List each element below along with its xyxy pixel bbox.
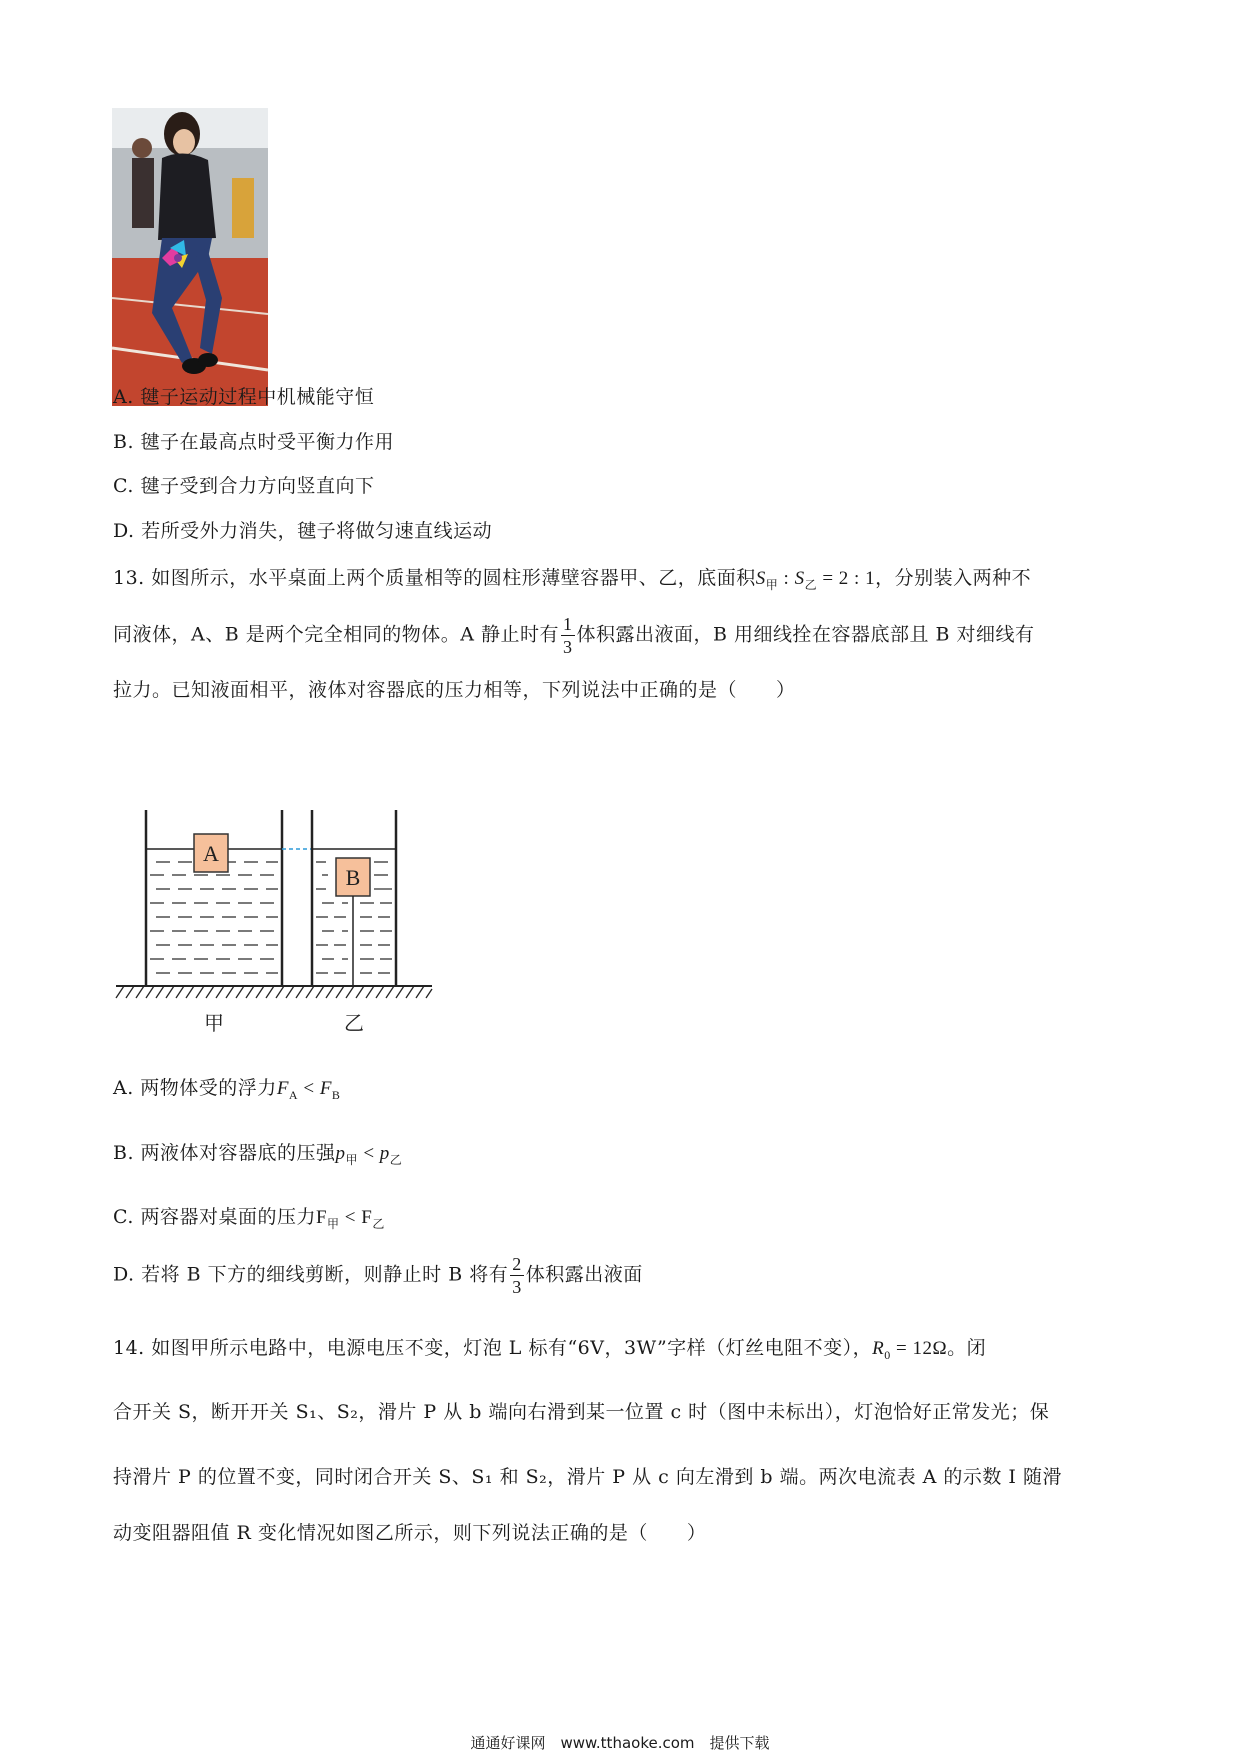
- caption-jia: 甲: [204, 1011, 224, 1035]
- q14-stem-line2: 合开关 S，断开开关 S₁、S₂，滑片 P 从 b 端向右滑到某一位置 c 时（图中未标出），灯泡恰好正常发光；保: [113, 1401, 1050, 1423]
- q13-option-b: B. 两液体对容器底的压强$p_甲 < p_乙$: [113, 1142, 403, 1167]
- q14-stem-line3: 持滑片 P 的位置不变，同时闭合开关 S、S₁ 和 S₂，滑片 P 从 c 向左滑到 b 端。两次电流表 A 的示数 I 随滑: [113, 1466, 1062, 1488]
- fraction-one-third: $\frac{1}{3}$: [563, 614, 573, 657]
- q12-option-d: D. 若所受外力消失，毽子将做匀速直线运动: [113, 520, 493, 542]
- q13-option-c: C. 两容器对桌面的压力$F_甲 < F_乙$: [113, 1206, 385, 1231]
- q13-option-a: A. 两物体受的浮力$F_A < F_B$: [113, 1077, 341, 1102]
- q12-option-b: B. 毽子在最高点时受平衡力作用: [113, 431, 395, 453]
- q13-container-diagram: [112, 800, 442, 1040]
- q13-stem-line3: 拉力。已知液面相平，液体对容器底的压力相等，下列说法中正确的是（ ）: [113, 679, 796, 701]
- footer-text: 通通好课网 www.tthaoke.com 提供下载: [470, 1734, 770, 1752]
- object-a-label: A: [203, 841, 219, 866]
- shuttlecock-kicking-photo: [112, 108, 268, 406]
- caption-yi: 乙: [344, 1011, 364, 1035]
- q12-option-a: A. 毽子运动过程中机械能守恒: [113, 386, 375, 408]
- q13-stem-line2-a: 同液体，A、B 是两个完全相同的物体。A 静止时有: [113, 623, 559, 646]
- q14-stem-line1: 14. 如图甲所示电路中，电源电压不变，灯泡 L 标有“6V，3W”字样（灯丝电阻不变），$R_0 = 12\Omega$。闭: [113, 1337, 987, 1362]
- q13-stem-text: 13. 如图所示，水平桌面上两个质量相等的圆柱形薄壁容器甲、乙，底面积: [113, 567, 756, 589]
- fraction-two-thirds: $\frac{2}{3}$: [512, 1254, 522, 1297]
- q13-stem-line2-b: 体积露出液面，B 用细线拴在容器底部且 B 对细线有: [576, 623, 1035, 646]
- q13-option-d: D. 若将 B 下方的细线剪断，则静止时 B 将有 $\frac{2}{3}$ 体积露出液面: [113, 1254, 643, 1297]
- q13-stem-line2: [113, 615, 1035, 656]
- object-b-label: B: [345, 865, 361, 890]
- area-s-jia: $S_甲$: [755, 568, 779, 592]
- q13-stem-text-cont: ，分别装入两种不: [875, 567, 1032, 589]
- q14-stem-line4: 动变阻器阻值 R 变化情况如图乙所示，则下列说法正确的是（ ）: [113, 1522, 707, 1544]
- area-s-yi: $S_乙$: [794, 568, 818, 592]
- q13-stem-line1: [113, 563, 1031, 593]
- ratio-value: = 2 : 1: [817, 568, 876, 589]
- q12-option-c: C. 毽子受到合力方向竖直向下: [113, 475, 375, 497]
- ratio-colon: :: [778, 568, 795, 589]
